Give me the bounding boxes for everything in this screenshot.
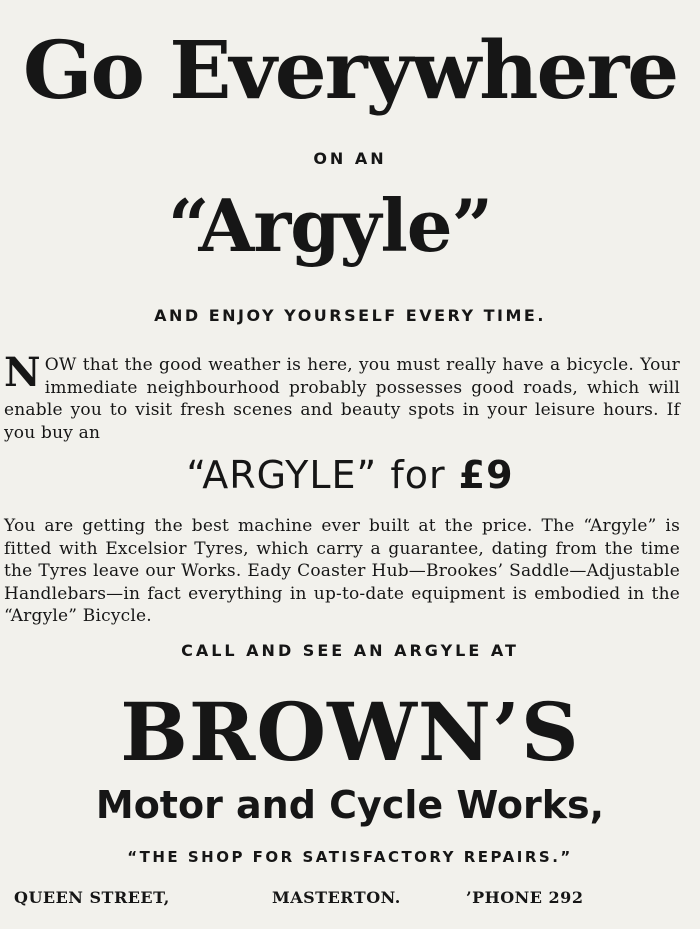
details-paragraph: You are getting the best machine ever built at the price. The “Argyle” is fitted with Excelsior Tyres, which carry a guarantee, dating from the time the Tyres leave our Works. Eady Coaster Hub—Brookes’ Saddle—Adjustable Handlebars—in fact everything in up-to-date equipment is embodied in the “Argyle” Bicycle. bbox=[4, 516, 680, 626]
intro-paragraph-text: OW that the good weather is here, you must really have a bicycle. Your immediate neighbourhood probably possesses good roads, which will enable you to visit fresh scenes and beauty spots in your leisure hours. If you buy an bbox=[4, 355, 680, 443]
price-line bbox=[0, 450, 700, 500]
shop-slogan: “THE SHOP FOR SATISFACTORY REPAIRS.” bbox=[127, 848, 573, 866]
brand-name: “Argyle” bbox=[167, 183, 493, 268]
address-phone: ’PHONE 292 bbox=[466, 888, 584, 907]
works-name: Motor and Cycle Works, bbox=[95, 783, 605, 827]
address-street: QUEEN STREET, bbox=[14, 888, 170, 907]
intro-paragraph bbox=[4, 349, 680, 444]
price-amount: £9 bbox=[458, 453, 514, 497]
address-town: MASTERTON. bbox=[272, 888, 401, 907]
headline: Go Everywhere bbox=[22, 23, 678, 117]
call-to-action: CALL AND SEE AN ARGYLE AT bbox=[181, 641, 519, 660]
price-label: “ARGYLE” for bbox=[186, 453, 446, 497]
firm-name: BROWN’S bbox=[120, 685, 580, 779]
enjoy-tagline: AND ENJOY YOURSELF EVERY TIME. bbox=[154, 306, 546, 325]
drop-cap: N bbox=[4, 349, 41, 396]
on-an-text: ON AN bbox=[313, 149, 387, 168]
